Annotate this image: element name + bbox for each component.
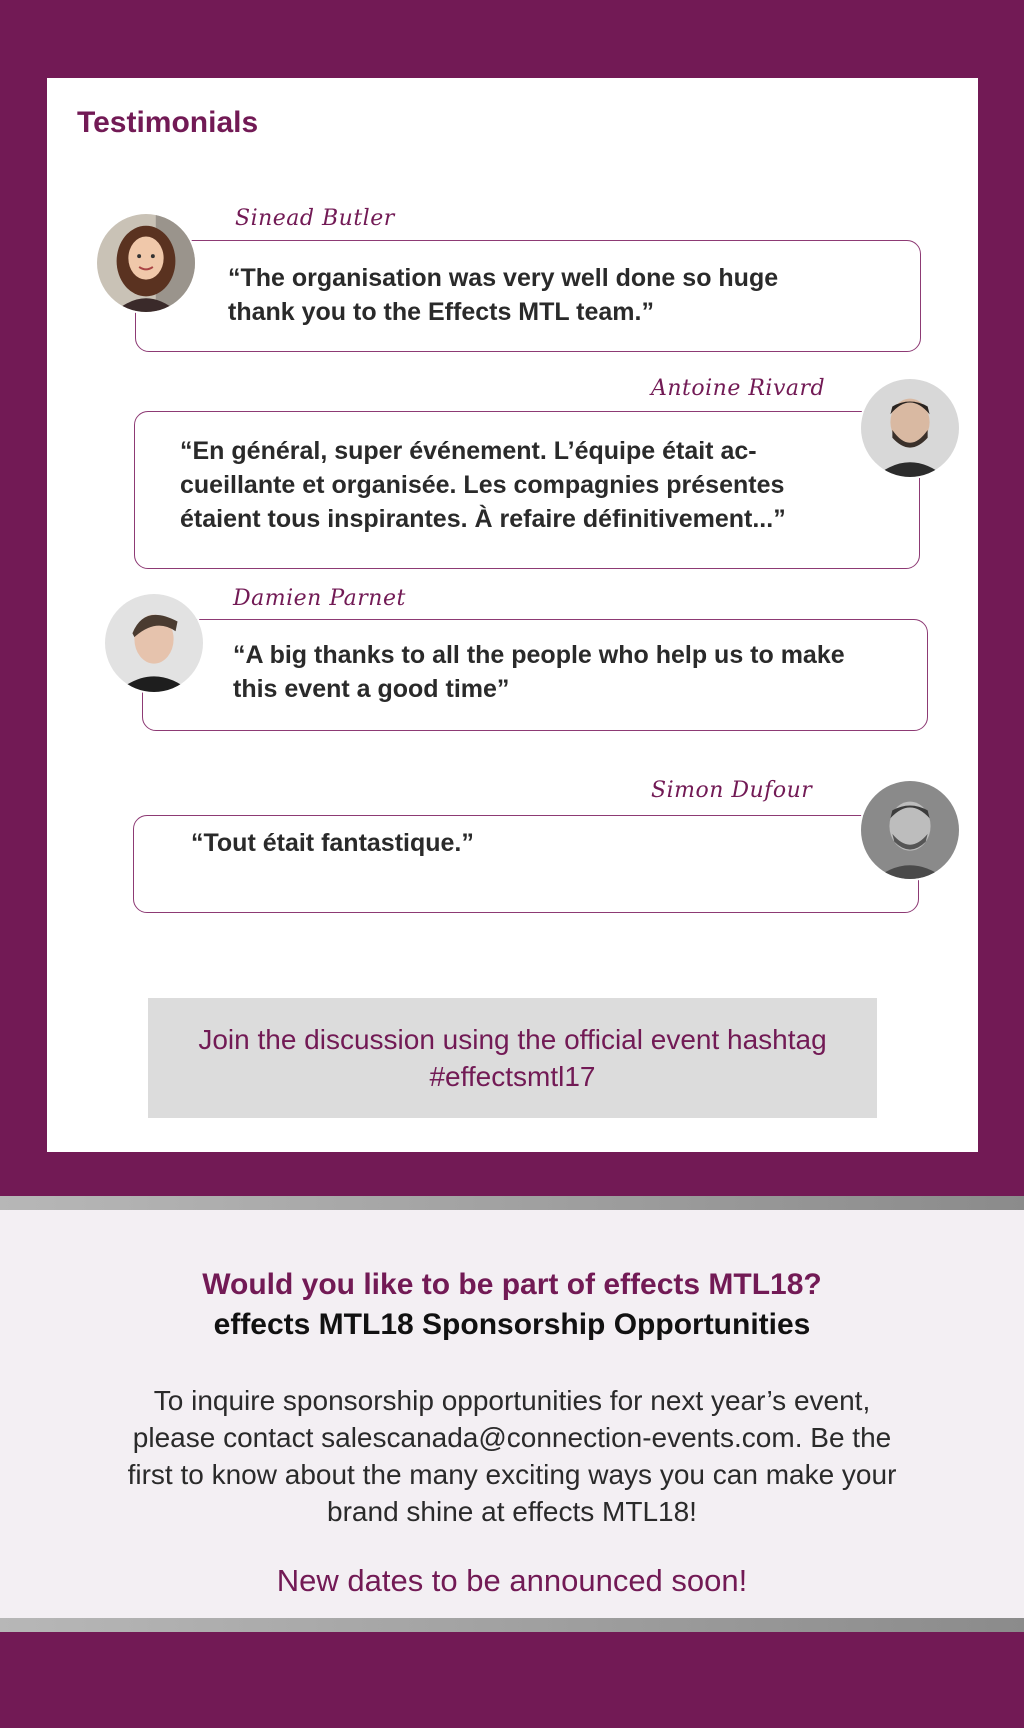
- hashtag-tag: #effectsmtl17: [429, 1061, 596, 1092]
- avatar: [95, 212, 197, 314]
- quote-line: “Tout était fantastique.”: [191, 829, 474, 857]
- testimonial-bubble: [142, 619, 928, 731]
- quote-line: cueillante et organisée. Les compagnies présentes: [180, 471, 785, 499]
- avatar: [859, 377, 961, 479]
- avatar-photo: [97, 214, 195, 312]
- divider-stripe: [0, 1618, 1024, 1632]
- quote-line: “A big thanks to all the people who help us to make: [233, 641, 845, 669]
- testimonial-author: Antoine Rivard: [651, 376, 826, 401]
- announcement-text: New dates to be announced soon!: [276, 1563, 748, 1598]
- quote-line: “The organisation was very well done so huge: [228, 264, 779, 292]
- testimonials-card: [47, 78, 978, 1152]
- testimonial-author: Sinead Butler: [235, 206, 395, 231]
- sponsorship-body: To inquire sponsorship opportunities for next year’s event, please contact salescanada@connection-events.com. Be the first to know about the many exciting ways you can make your brand shine at effects MTL18!: [127, 1385, 897, 1527]
- sponsorship-subtitle: effects MTL18 Sponsorship Opportunities: [213, 1308, 811, 1341]
- testimonial-bubble: [133, 815, 919, 913]
- avatar-photo: [105, 594, 203, 692]
- section-title: Testimonials: [77, 106, 259, 139]
- avatar-photo: [861, 781, 959, 879]
- quote-line: étaient tous inspirantes. À refaire définitivement...”: [180, 505, 786, 533]
- sponsorship-title: Would you like to be part of effects MTL18?: [202, 1268, 822, 1301]
- quote-line: thank you to the Effects MTL team.”: [228, 298, 654, 326]
- avatar-photo: [861, 379, 959, 477]
- testimonial-author: Simon Dufour: [651, 778, 813, 803]
- hashtag-line: Join the discussion using the official event hashtag: [198, 1024, 827, 1055]
- quote-line: “En général, super événement. L’équipe était ac-: [180, 437, 757, 465]
- quote-line: this event a good time”: [233, 675, 510, 703]
- avatar: [103, 592, 205, 694]
- avatar: [859, 779, 961, 881]
- sponsorship-section: [0, 1210, 1024, 1618]
- hashtag-banner: [148, 998, 877, 1118]
- divider-stripe: [0, 1196, 1024, 1210]
- testimonial-bubble: [135, 240, 921, 352]
- testimonial-author: Damien Parnet: [233, 586, 406, 611]
- testimonial-bubble: [134, 411, 920, 569]
